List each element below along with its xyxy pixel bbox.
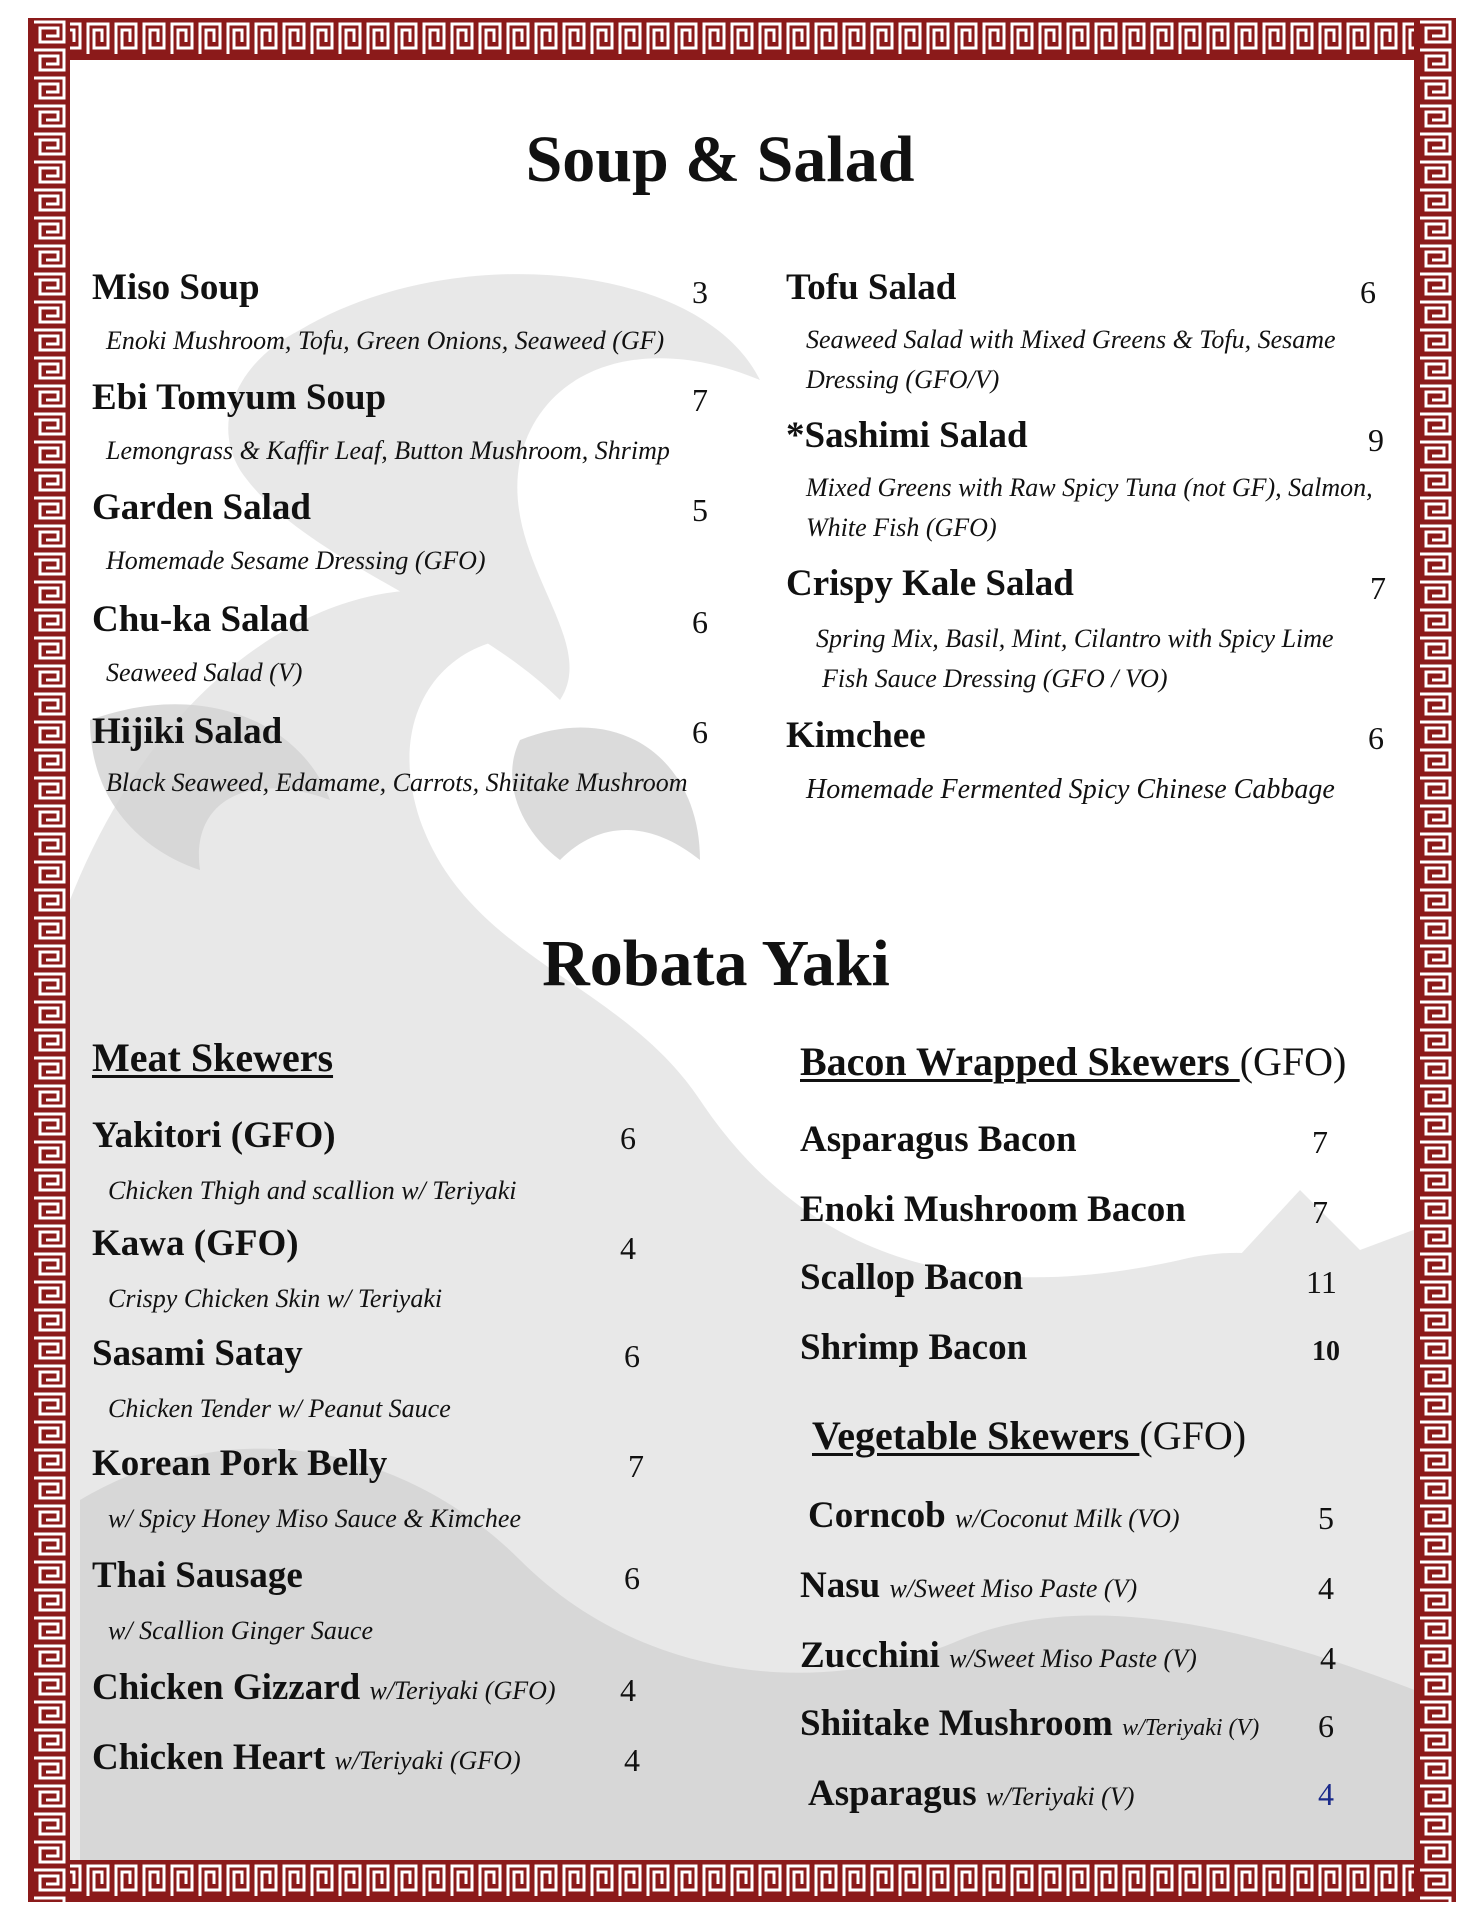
- item-description: Mixed Greens with Raw Spicy Tuna (not GF), Salmon, White Fish (GFO): [806, 473, 1373, 542]
- item-price: 4: [1318, 1570, 1334, 1606]
- bacon-skewers-heading: Bacon Wrapped Skewers: [800, 1039, 1240, 1084]
- heading-note: (GFO): [1139, 1413, 1247, 1458]
- item-description: Lemongrass & Kaffir Leaf, Button Mushroom, Shrimp: [106, 436, 670, 465]
- item-price: 7: [1312, 1194, 1328, 1230]
- item-description: Chicken Tender w/ Peanut Sauce: [108, 1394, 451, 1423]
- item-price: 6: [1368, 720, 1384, 756]
- item-name: Asparagus Bacon: [800, 1119, 1077, 1160]
- vegetable-skewers-heading-row: [812, 1412, 1246, 1459]
- item-note: w/Sweet Miso Paste (V): [949, 1644, 1197, 1673]
- item-name: Tofu Salad: [786, 267, 957, 308]
- item-price: 4: [620, 1230, 636, 1266]
- item-price: 6: [1360, 274, 1376, 310]
- item-description: Crispy Chicken Skin w/ Teriyaki: [108, 1284, 443, 1313]
- item-description: Seaweed Salad (V): [106, 658, 303, 687]
- item-name: Garden Salad: [92, 487, 311, 528]
- section-title-soup-salad: Soup & Salad: [525, 123, 915, 196]
- item-name: Shrimp Bacon: [800, 1327, 1028, 1368]
- item-price: 6: [692, 604, 708, 640]
- item-name: Thai Sausage: [92, 1555, 303, 1596]
- item-name: Kimchee: [786, 715, 926, 756]
- item-note: w/Sweet Miso Paste (V): [889, 1574, 1138, 1603]
- item-name: Shiitake Mushroom: [800, 1703, 1113, 1744]
- item-description: Homemade Sesame Dressing (GFO): [106, 546, 486, 575]
- item-description: Enoki Mushroom, Tofu, Green Onions, Seaweed (GF): [106, 326, 665, 355]
- item-description: Chicken Thigh and scallion w/ Teriyaki: [108, 1176, 517, 1205]
- item-description: w/ Scallion Ginger Sauce: [108, 1616, 374, 1645]
- item-price: 6: [624, 1338, 640, 1374]
- item-name: Scallop Bacon: [800, 1257, 1024, 1298]
- item-price: 3: [692, 274, 708, 310]
- item-description: Fish Sauce Dressing (GFO / VO): [822, 664, 1168, 693]
- item-price: 4: [1320, 1640, 1336, 1676]
- item-price: 5: [1318, 1500, 1334, 1536]
- item-price: 4: [624, 1742, 640, 1778]
- item-description: Spring Mix, Basil, Mint, Cilantro with Spicy Lime: [816, 624, 1334, 653]
- menu-item-zucchini: [800, 1634, 1197, 1677]
- menu-item-chicken-heart: [92, 1736, 521, 1779]
- item-price: 7: [692, 382, 708, 418]
- item-name: Chu-ka Salad: [92, 599, 309, 640]
- item-name: Ebi Tomyum Soup: [92, 377, 387, 418]
- vegetable-skewers-heading: Vegetable Skewers: [812, 1413, 1140, 1458]
- item-price: 6: [620, 1120, 636, 1156]
- menu-item-nasu: [800, 1564, 1137, 1607]
- item-name: Corncob: [808, 1495, 946, 1536]
- item-name: Nasu: [800, 1565, 881, 1606]
- item-note: w/Teriyaki (GFO): [369, 1676, 556, 1705]
- item-price: 4: [620, 1672, 636, 1708]
- item-name: Enoki Mushroom Bacon: [800, 1189, 1186, 1230]
- item-note: w/Teriyaki (V): [1122, 1715, 1260, 1741]
- item-price: 7: [628, 1448, 644, 1484]
- item-price: 10: [1312, 1336, 1340, 1367]
- bacon-skewers-heading-row: [800, 1038, 1346, 1085]
- section-title-robata-yaki: Robata Yaki: [542, 927, 890, 1000]
- item-price: 5: [692, 492, 708, 528]
- item-name: Yakitori (GFO): [92, 1115, 336, 1156]
- item-name: Crispy Kale Salad: [786, 563, 1074, 604]
- item-price: 6: [1318, 1708, 1334, 1744]
- item-price: 4: [1318, 1776, 1334, 1812]
- item-name: Hijiki Salad: [92, 711, 283, 752]
- item-name: *Sashimi Salad: [786, 415, 1028, 456]
- item-description: Black Seaweed, Edamame, Carrots, Shiitake Mushroom: [106, 768, 688, 797]
- item-price: 7: [1312, 1124, 1328, 1160]
- item-description: Homemade Fermented Spicy Chinese Cabbage: [806, 774, 1335, 805]
- item-note: w/Teriyaki (GFO): [334, 1746, 521, 1775]
- item-price: 6: [624, 1560, 640, 1596]
- item-price: 6: [692, 714, 708, 750]
- item-name: Asparagus: [808, 1773, 977, 1814]
- item-name: Kawa (GFO): [92, 1223, 299, 1264]
- item-name: Chicken Gizzard: [92, 1667, 361, 1708]
- item-name: Miso Soup: [92, 267, 260, 308]
- item-name: Sasami Satay: [92, 1333, 303, 1374]
- item-name: Chicken Heart: [92, 1737, 326, 1778]
- menu-item-asparagus: [808, 1772, 1134, 1815]
- item-note: w/Coconut Milk (VO): [954, 1504, 1180, 1533]
- item-price: 9: [1368, 422, 1384, 458]
- item-note: w/Teriyaki (V): [985, 1782, 1135, 1811]
- heading-note: (GFO): [1239, 1039, 1347, 1084]
- item-name: Zucchini: [800, 1635, 940, 1676]
- meat-skewers-heading: Meat Skewers: [92, 1035, 334, 1080]
- item-description: Seaweed Salad with Mixed Greens & Tofu, Sesame Dressing (GFO/V): [806, 325, 1336, 394]
- menu-item-shiitake-mushroom: [800, 1702, 1259, 1745]
- menu-item-corncob: [808, 1494, 1180, 1537]
- menu-item-chicken-gizzard: [92, 1666, 556, 1709]
- item-price: 7: [1370, 570, 1386, 606]
- item-description: w/ Spicy Honey Miso Sauce & Kimchee: [108, 1504, 521, 1533]
- item-price: 11: [1306, 1264, 1337, 1300]
- item-name: Korean Pork Belly: [92, 1443, 388, 1484]
